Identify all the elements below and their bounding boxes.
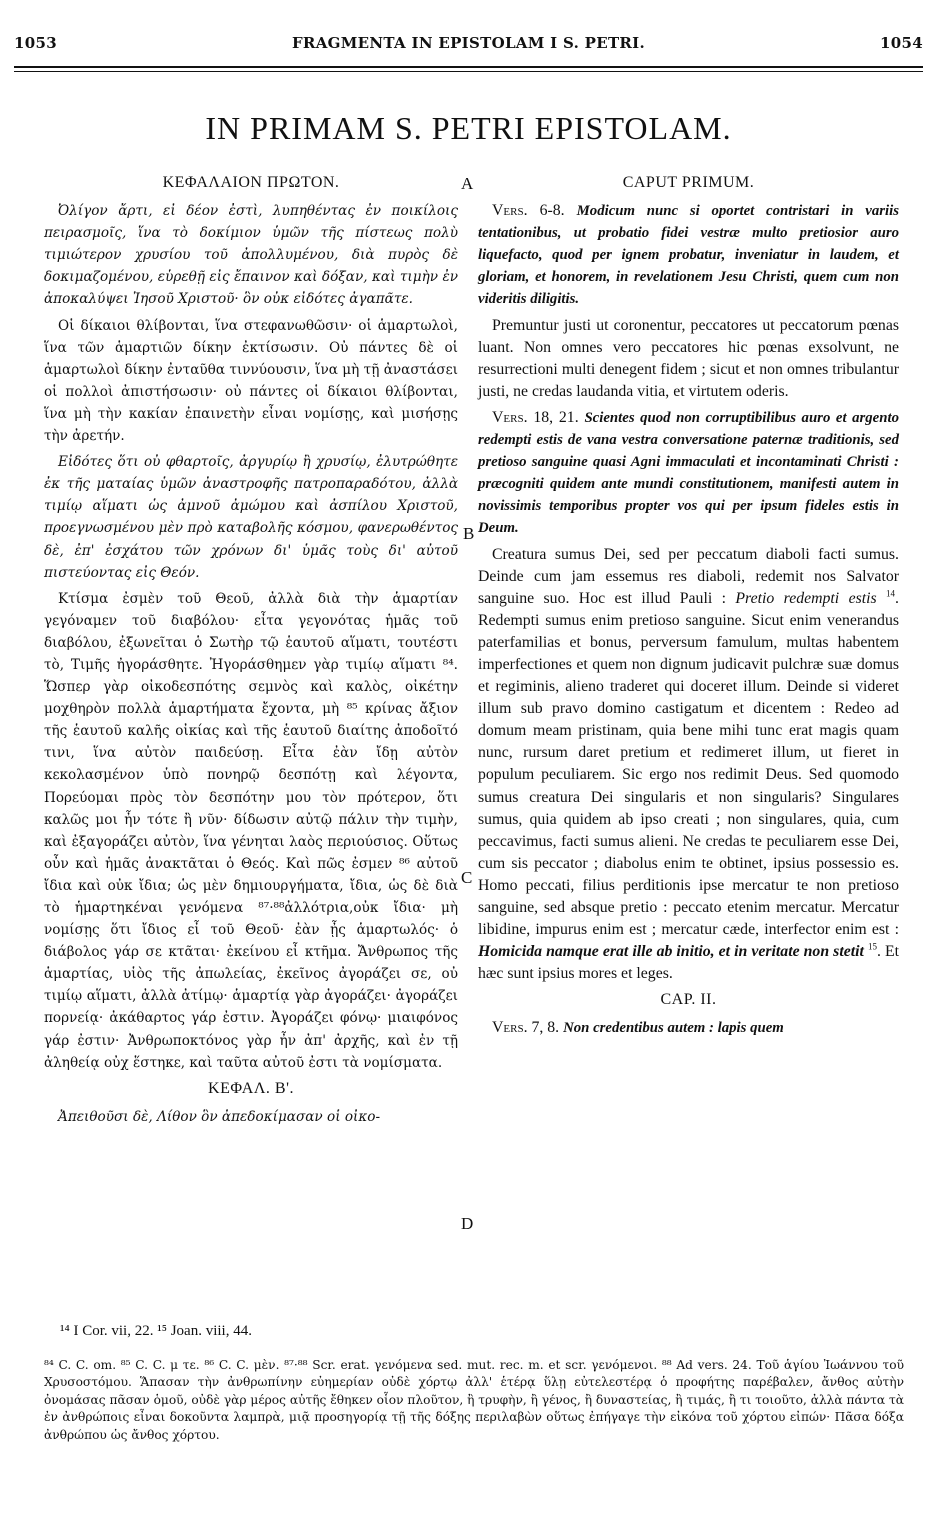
- footnote-ref: 14: [886, 588, 896, 599]
- latin-commentary-2: [478, 544, 899, 986]
- header-rule: [14, 66, 923, 68]
- latin-chapter-2-heading: CAP. II.: [660, 991, 717, 1009]
- latin-column: [478, 172, 899, 1044]
- verse-ref: Vers. 18, 21.: [492, 408, 579, 426]
- running-title: FRAGMENTA IN EPISTOLAM I S. PETRI.: [291, 34, 646, 52]
- greek-verse-1: Ὀλίγον ἄρτι, εἰ δέον ἐστὶ, λυπηθέντας ἐν ποικίλοις πειρασμοῖς, ἵνα τὸ δοκίμιον ὑμῶν τῆς πίστεως πολὺ τιμιώτερον χρυσίου τοῦ ἀπολλυμένου, διὰ πυρὸς δὲ δοκιμαζομένου, εὑρεθῇ εἰς ἔπαινον καὶ δόξαν, καὶ τιμὴν ἐν ἀποκαλύψει Ἰησοῦ Χριστοῦ· ὃν οὐκ εἰδότες ἀγαπᾶτε.: [44, 203, 458, 308]
- latin-chapter-heading: CAPUT PRIMUM.: [622, 174, 755, 191]
- margin-letter-a: A: [461, 174, 474, 193]
- running-header: [14, 34, 923, 58]
- latin-footnotes: ¹⁴ I Cor. vii, 22. ¹⁵ Joan. viii, 44.: [60, 1323, 252, 1339]
- latin-verse-2: [478, 407, 899, 540]
- greek-footnotes: ⁸⁴ C. C. om. ⁸⁵ C. C. μ τε. ⁸⁶ C. C. μὲν. ⁸⁷·⁸⁸ Scr. erat. γενόμενα sed. mut. rec. m. et scr. γενόμενοι. ⁸⁸ Ad vers. 24. Τοῦ ἁγίου Ἰωάννου τοῦ Χρυσοστόμου. Ἅπασαν τὴν ἀνθρωπίνην εὐημερίαν οὐδὲ χόρτῳ ἀλλ' ἑτέρᾳ ὕλῃ εὐτελεστέρᾳ ὁ προφήτης παρέβαλεν, ἄνθος αὐτὴν ὀνομάσας πᾶσαν ὁμοῦ, οὐδὲ γὰρ μέρος αὐτῆς ἔθηκεν οἷον πλοῦτον, ἢ τρυφὴν, ἢ γένος, ἢ δυναστείας, ἢ τιμάς, ἢ τι τοιοῦτο, ἀλλὰ πάντα τὰ ἐν ἀνθρώποις εἶναι δοκοῦντα λαμπρὰ, μιᾷ προσηγορίᾳ τῇ τῆς δόξης περιλαβὼν οὕτως ἐπήγαγε τὴν εἰκόνα τοῦ χόρτου εἰπών· Πᾶσα δόξα ἀνθρώπου ὡς ἄνθος χόρτου.: [44, 1358, 904, 1442]
- greek-chapter-2-heading: ΚΕΦΑΛ. Β'.: [208, 1079, 294, 1097]
- greek-commentary-1: Οἱ δίκαιοι θλίβονται, ἵνα στεφανωθῶσιν· οἱ ἁμαρτωλοὶ, ἵνα τῶν ἁμαρτιῶν δίκην ἐκτίσωσιν. Οὐ πάντες δὲ οἱ ἁμαρτωλοὶ δίκην ἐνταῦθα τιννύουσιν, ἵνα μὴ τῇ ἀναστάσει οἱ πολλοὶ ἀπιστήσωσιν· οὐ πάντες οἱ δίκαιοι θλίβονται, ἵνα μὴ τὴν κακίαν ἐπαινετὴν εἶναι νομίσῃς, καὶ μισήσῃς τὴν ἀρετήν.: [44, 317, 458, 445]
- verse-text: Non credentibus autem : lapis quem: [563, 1020, 784, 1037]
- latin-commentary-1: Premuntur justi ut coronentur, peccatores ut peccatorum pœnas luant. Non omnes vero peccatores hic pœnas exsolvunt, ne resurrectioni multi denegent fidem ; sicut et non omnes tribulantur justi, ne credas laudanda vitia, et virtutem oderis.: [478, 316, 899, 400]
- page-title: IN PRIMAM S. PETRI EPISTOLAM.: [205, 110, 732, 146]
- margin-letter-d: D: [461, 1214, 474, 1233]
- verse-text: Modicum nunc si oportet contristari in variis tentationibus, ut probatio fidei vestræ multo pretiosior auro liquefacto, quod per ignem probatur, inveniatur in laudem, et gloriam, et honorem, in revelationem Jesu Christi, quem cum non videritis diligitis.: [478, 203, 899, 308]
- verse-ref: Vers. 6-8.: [492, 202, 565, 220]
- verse-text: Scientes quod non corruptibilibus auro et argento redempti estis de vana vestra conversatione paternæ traditionis, sed pretioso sanguine quasi Agni immaculati et incontaminati Christi : præcogniti quidem ante mundi constitutionem, manifesti autem in novissimis temporibus propter vos qui per ipsum fideles estis in Deum.: [478, 409, 899, 537]
- header-rule-thin: [14, 71, 923, 72]
- greek-column: [44, 172, 458, 1132]
- text-run: . Redempti sumus enim pretioso sanguine. Sicut enim venerandus paterfamilias et bonus, perversum famulum, multas habentem imperfectiones et quem non dignum judicavit pulchræ suæ domus et regiminis, alieno traderet qui doceret illum. Deinde si videret illum sub pravo domino castigatum et dicentem : Redeo ad domum meam pristinam, quia bene mihi tunc erat magis quam nunc, rursum daret pretium et redimeret illum, ut fieret in populum peculiarem. Sic ergo nos redimit Deus. Sed quomodo sumus creatura Dei singularis et non singularis? Singulares sumus, quia quidem ab ipso creati ; non singulares, quia, cum peccavimus, facti sumus alieni. Ne credas te peculiarem esse Dei, cum sis peccator ; diabolus enim te obtinet, ipsius possessio es. Homo peccati, filius perditionis ipse mercatur te non pretioso sanguine, sed absque pretio : peccato etenim mercatur. Mercatur libidine, impurus enim est ; mercatur cæde, interfector enim est :: [478, 589, 899, 939]
- scripture-quote: Homicida namque erat ille ab initio, et in veritate non stetit: [478, 943, 864, 961]
- greek-chapter-heading: ΚΕΦΑΛΑΙΟΝ ΠΡΩΤΟΝ.: [162, 174, 340, 191]
- margin-letter-b: B: [463, 524, 475, 543]
- greek-commentary-2: Κτίσμα ἐσμὲν τοῦ Θεοῦ, ἀλλὰ διὰ τὴν ἁμαρτίαν γεγόναμεν τοῦ διαβόλου· εἶτα γεγονότας ἡμᾶς τοῦ διαβόλου, ἐξωνεῖται ὁ Σωτὴρ τῷ ἑαυτοῦ αἵματι, τουτέστι τὸ, Τιμῆς ἠγοράσθητε. Ἠγοράσθημεν γὰρ τιμίῳ αἵματι ⁸⁴. Ὥσπερ γὰρ οἰκοδεσπότης σεμνὸς καὶ καλὸς, οἰκέτην μοχθηρὸν πολλὰ ἁμαρτήματα ἔχοντα, μὴ ⁸⁵ κρίνας ἄξιον τῆς ἑαυτοῦ καλῆς οἰκίας καὶ τῆς ἑαυτοῦ διαίτης ἀποδοῖτό τινι, ἵνα αὐτὸν παιδεύσῃ. Εἶτα ἐὰν ἴδῃ αὐτὸν κεκολασμένον ὑπὸ πονηρῷ δεσπότῃ καὶ λέγοντα, Πορεύομαι πρὸς τὸν δεσπότην μου τὸν πρότερον, ὅτι καλῶς μοι ἦν τότε ἢ νῦν· δίδωσιν αὐτῷ πάλιν τὴν τιμὴν, καὶ ἐξαγοράζει αὐτὸν, ἵνα γένηται λαὸς περιούσιος. Οὕτως οὖν καὶ ἡμᾶς ἀνακτᾶται ὁ Θεός. Καὶ πῶς ἐσμεν ⁸⁶ αὐτοῦ ἴδια καὶ οὐκ ἴδια; ὡς μὲν δημιουργήματα, ἴδια, ὡς δὲ διὰ τὸ ἡμαρτηκέναι γενόμενα ⁸⁷·⁸⁸ἀλλότρια,οὐκ ἴδια· μὴ νομίσῃς ὅτι ἴδιος εἶ τοῦ Θεοῦ· ἐὰν ᾖς ἁμαρτωλός· ὁ διάβολος γάρ σε κτᾶται· ἐκείνου εἶ κτῆμα. Ἄνθρωπος τῆς ἁμαρτίας, υἱὸς τῆς ἀπωλείας, ἐκεῖνος ἀγοράζει σε, οὐ τιμίῳ αἵματι, ἀλλὰ ἀτίμῳ· ἁμαρτίᾳ γὰρ ἀγοράζει· ἀγοράζει πορνείᾳ· ἀκάθαρτος γάρ ἐστιν. Ἀγοράζει φόνῳ· μιαιφόνος γάρ ἐστιν· Ἀνθρωποκτόνος γὰρ ἦν ἀπ' ἀρχῆς, καὶ ἐν τῇ ἀληθείᾳ οὐχ ἕστηκε, καὶ ταῦτα αὐτοῦ ἐστι τὰ νομίσματα.: [44, 590, 458, 1071]
- text-run: Creatura sumus Dei, sed per peccatum diaboli facti sumus. Deinde cum jam essemus res diaboli, redemit nos Salvator sanguine suo. Hoc est illud Pauli :: [478, 545, 899, 607]
- text-run: . Et hæc sunt ipsius mores et leges.: [478, 943, 899, 983]
- greek-verse-3: Ἀπειθοῦσι δὲ, Λίθον ὃν ἀπεδοκίμασαν οἱ οἰκο-: [58, 1108, 381, 1125]
- page-number-left: 1053: [14, 34, 57, 52]
- footnote-ref: 15: [867, 941, 877, 952]
- latin-verse-3: [478, 1017, 899, 1039]
- margin-letter-c: C: [461, 868, 473, 887]
- page-number-right: 1054: [880, 34, 923, 52]
- verse-ref: Vers. 7, 8.: [492, 1019, 560, 1037]
- greek-verse-2: Εἰδότες ὅτι οὐ φθαρτοῖς, ἀργυρίῳ ἢ χρυσίῳ, ἐλυτρώθητε ἐκ τῆς ματαίας ὑμῶν ἀναστροφῆς πατροπαραδότου, ἀλλὰ τιμίῳ αἵματι ὡς ἀμνοῦ ἀμώμου καὶ ἀσπίλου Χριστοῦ, προεγνωσμένου μὲν πρὸ καταβολῆς κόσμου, φανερωθέντος δὲ, ἐπ' ἐσχάτου τῶν χρόνων δι' ὑμᾶς τοὺς δι' αὐτοῦ πιστεύοντας εἰς Θεόν.: [44, 454, 458, 581]
- scripture-quote: Pretio redempti estis: [735, 589, 877, 607]
- latin-verse-1: [478, 200, 899, 310]
